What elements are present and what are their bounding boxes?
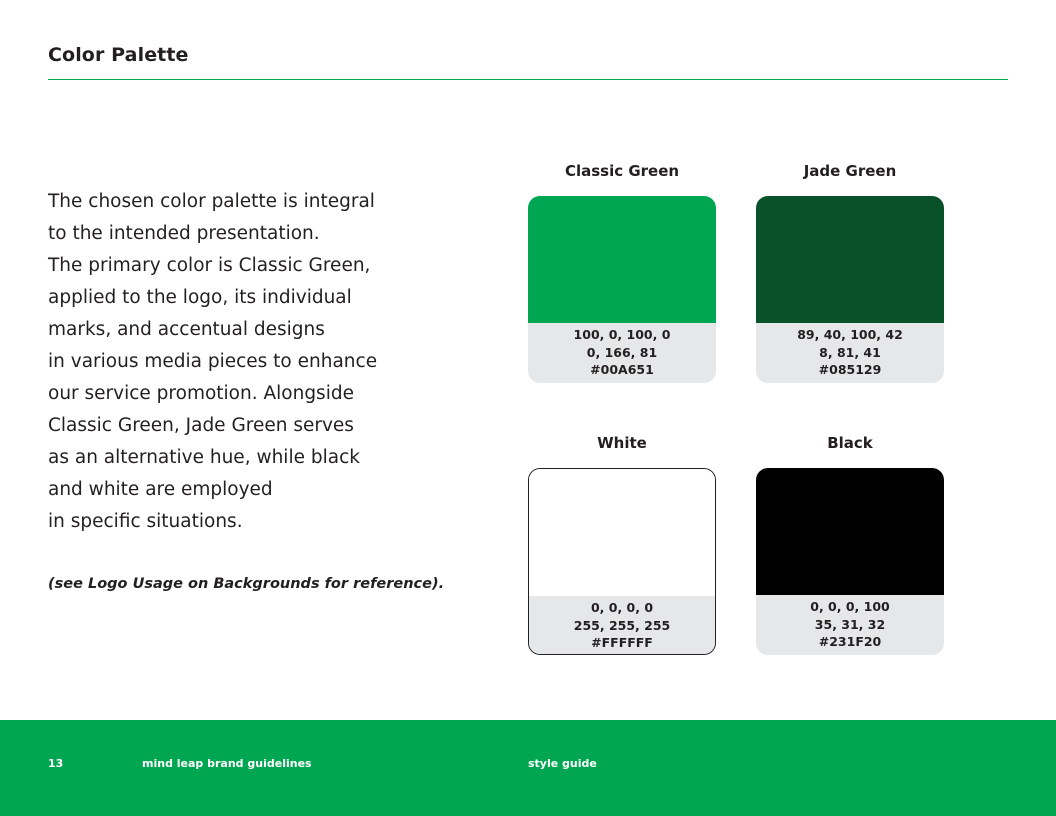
intro-line: marks, and accentual designs bbox=[48, 319, 325, 340]
intro-line: in specific situations. bbox=[48, 511, 243, 532]
reference-note: (see Logo Usage on Backgrounds for reference). bbox=[48, 576, 445, 592]
swatch-cmyk: 0, 0, 0, 100 bbox=[810, 599, 890, 614]
intro-line: The primary color is Classic Green, bbox=[48, 255, 371, 276]
intro-line: and white are employed bbox=[48, 479, 273, 500]
swatch-color-fill bbox=[756, 196, 944, 323]
swatch-cmyk: 0, 0, 0, 0 bbox=[590, 600, 654, 615]
intro-line: Classic Green, Jade Green serves bbox=[48, 415, 354, 436]
swatch-values bbox=[756, 595, 944, 655]
intro-line: applied to the logo, its individual bbox=[48, 287, 352, 308]
intro-line: in various media pieces to enhance bbox=[48, 351, 378, 372]
swatch-values bbox=[529, 596, 715, 655]
swatch-card-white bbox=[528, 432, 716, 650]
swatch-hex: #231F20 bbox=[818, 634, 882, 649]
swatch-box bbox=[756, 468, 944, 655]
swatch-hex: #085129 bbox=[818, 362, 882, 377]
footer-document-name: mind leap brand guidelines bbox=[142, 757, 312, 770]
swatch-hex: #FFFFFF bbox=[591, 635, 653, 650]
footer-page-number: 13 bbox=[48, 757, 64, 770]
swatch-rgb: 35, 31, 32 bbox=[814, 616, 886, 632]
swatch-box bbox=[756, 196, 944, 383]
swatch-rgb: 0, 166, 81 bbox=[586, 344, 658, 360]
page-footer bbox=[0, 720, 1056, 816]
swatch-color-fill bbox=[529, 469, 715, 596]
swatch-cmyk: 100, 0, 100, 0 bbox=[573, 327, 671, 342]
swatch-name: White bbox=[597, 434, 647, 452]
swatch-card-classic-green bbox=[528, 160, 716, 377]
intro-line: to the intended presentation. bbox=[48, 223, 320, 244]
swatch-values bbox=[528, 323, 716, 383]
title-divider bbox=[48, 79, 1008, 80]
intro-line: The chosen color palette is integral bbox=[48, 191, 375, 212]
swatch-rgb: 255, 255, 255 bbox=[573, 617, 671, 633]
swatch-name: Classic Green bbox=[564, 162, 680, 180]
page-title: Color Palette bbox=[48, 44, 189, 66]
swatch-card-black bbox=[756, 432, 944, 649]
swatch-rgb: 8, 81, 41 bbox=[819, 344, 881, 360]
swatch-box bbox=[528, 196, 716, 383]
swatch-card-jade-green bbox=[756, 160, 944, 377]
swatch-hex: #00A651 bbox=[590, 362, 654, 377]
swatch-color-fill bbox=[528, 196, 716, 323]
intro-paragraph bbox=[48, 186, 468, 538]
swatch-color-fill bbox=[756, 468, 944, 595]
swatch-name: Jade Green bbox=[803, 162, 897, 180]
swatch-cmyk: 89, 40, 100, 42 bbox=[797, 327, 903, 342]
swatch-box bbox=[528, 468, 716, 655]
footer-section-name: style guide bbox=[528, 757, 597, 770]
intro-line: our service promotion. Alongside bbox=[48, 383, 354, 404]
intro-line: as an alternative hue, while black bbox=[48, 447, 360, 468]
swatch-values bbox=[756, 323, 944, 383]
swatch-name: Black bbox=[827, 434, 873, 452]
